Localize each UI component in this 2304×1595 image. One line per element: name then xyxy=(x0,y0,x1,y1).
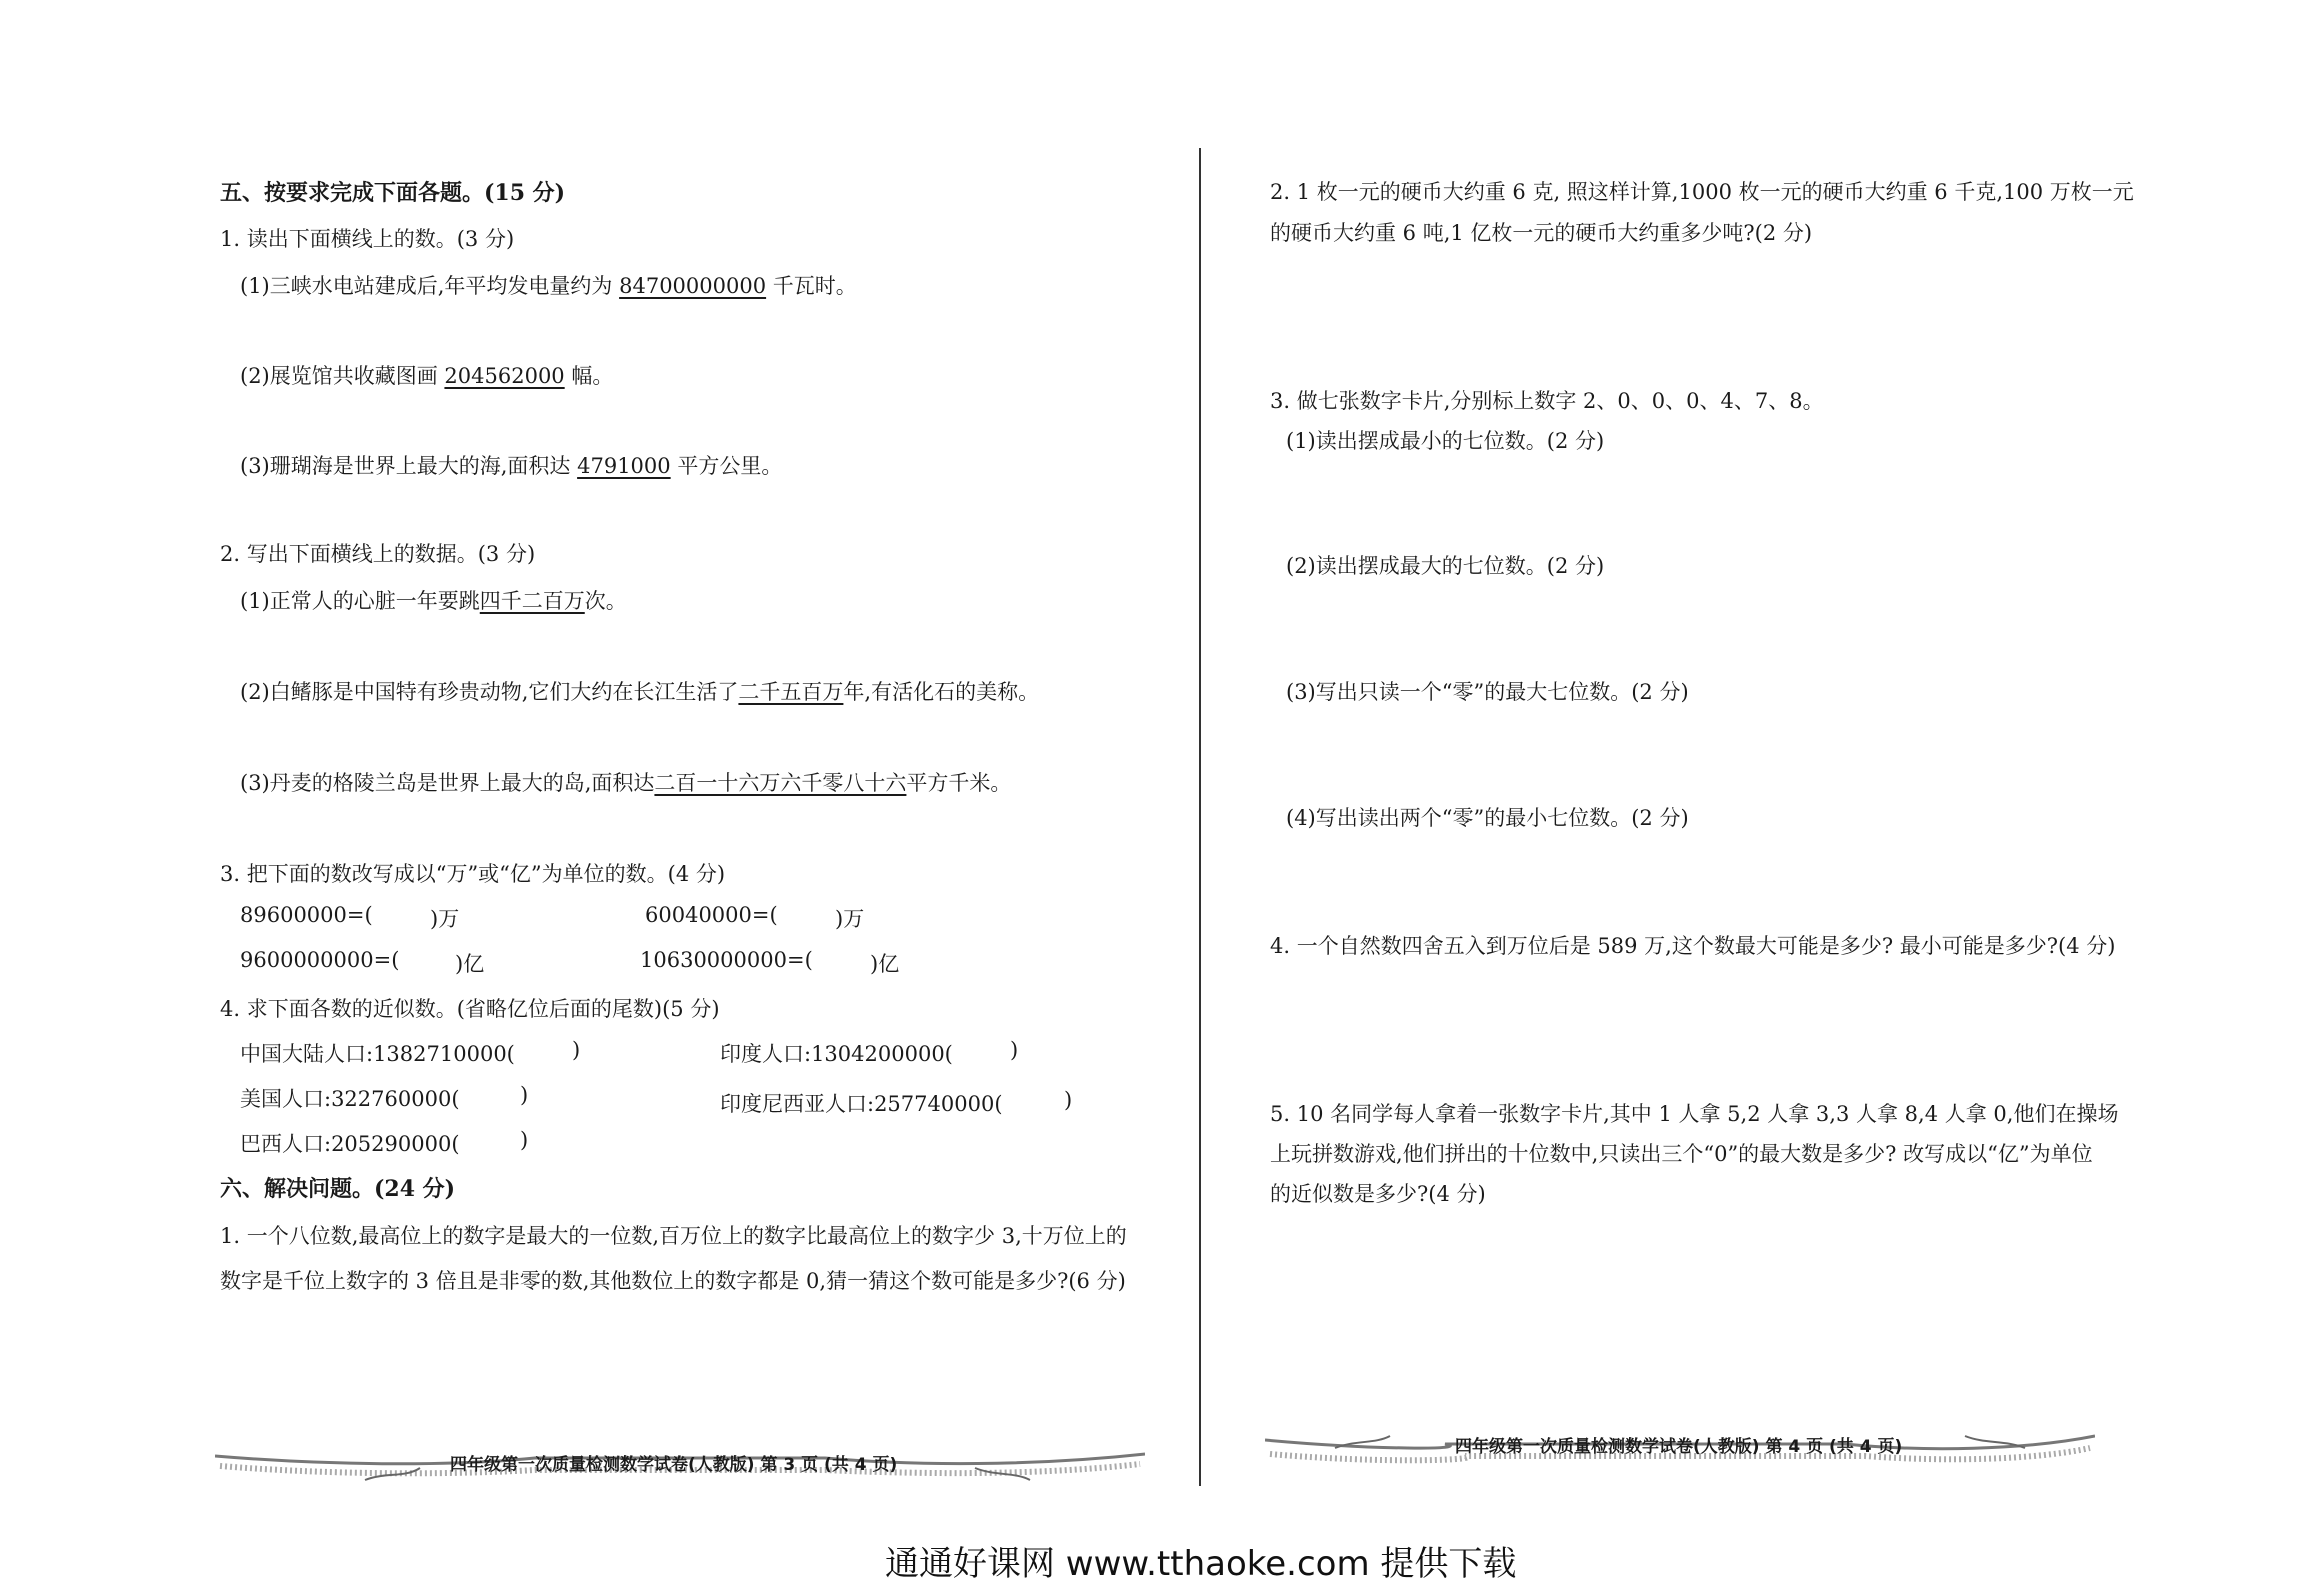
r-q5-line3: 的近似数是多少?(4 分) xyxy=(1270,1182,1486,1206)
r-q2-line2: 的硬币大约重 6 吨,1 亿枚一元的硬币大约重多少吨?(2 分) xyxy=(1270,221,1813,245)
q4-title: 4. 求下面各数的近似数。(省略亿位后面的尾数)(5 分) xyxy=(220,997,720,1021)
r-q4: 4. 一个自然数四舍五入到万位后是 589 万,这个数最大可能是多少? 最小可能是多少?(4 分) xyxy=(1270,934,2116,958)
q3-item-a-unit: )万 xyxy=(430,907,460,931)
q4-india: 印度人口:1304200000( xyxy=(720,1042,953,1066)
q2-title: 2. 写出下面横线上的数据。(3 分) xyxy=(220,542,536,566)
q2-item-1: (1)正常人的心脏一年要跳四千二百万次。 xyxy=(240,589,627,613)
footer-title-right: 四年级第一次质量检测数学试卷(人教版) 第 4 页 (共 4 页) xyxy=(1455,1437,1903,1457)
q4-brazil: 巴西人口:205290000( xyxy=(240,1132,460,1156)
s6-q1-line2: 数字是千位上数字的 3 倍且是非零的数,其他数位上的数字都是 0,猜一猜这个数可能是多少?(6 分) xyxy=(220,1269,1126,1293)
footer-band-left xyxy=(215,1436,1145,1488)
footer-band-right xyxy=(1265,1424,2095,1476)
q3-item-d: 10630000000=( xyxy=(640,948,813,972)
q1-item-1: (1)三峡水电站建成后,年平均发电量约为 84700000000 千瓦时。 xyxy=(240,274,857,298)
s6-q1-line1: 1. 一个八位数,最高位上的数字是最大的一位数,百万位上的数字比最高位上的数字少 3,十万位上的 xyxy=(220,1224,1127,1248)
page-divider xyxy=(1199,148,1201,1486)
q4-china-close: ) xyxy=(572,1038,581,1062)
section6-title: 六、解决问题。(24 分) xyxy=(220,1176,456,1202)
r-q5-line1: 5. 10 名同学每人拿着一张数字卡片,其中 1 人拿 5,2 人拿 3,3 人拿 8,4 人拿 0,他们在操场 xyxy=(1270,1102,2119,1126)
q3-item-d-unit: )亿 xyxy=(870,952,900,976)
q3-item-b: 60040000=( xyxy=(645,903,778,927)
download-credit: 通通好课网 www.tthaoke.com 提供下载 xyxy=(885,1544,1517,1584)
section5-title: 五、按要求完成下面各题。(15 分) xyxy=(220,180,566,206)
q4-usa: 美国人口:322760000( xyxy=(240,1087,460,1111)
q3-title: 3. 把下面的数改写成以“万”或“亿”为单位的数。(4 分) xyxy=(220,862,726,886)
q4-usa-close: ) xyxy=(520,1083,529,1107)
q4-china: 中国大陆人口:1382710000( xyxy=(240,1042,515,1066)
q3-item-b-unit: )万 xyxy=(835,907,865,931)
q4-india-close: ) xyxy=(1010,1038,1019,1062)
q1-title: 1. 读出下面横线上的数。(3 分) xyxy=(220,227,515,251)
q2-item-3: (3)丹麦的格陵兰岛是世界上最大的岛,面积达二百一十六万六千零八十六平方千米。 xyxy=(240,771,1012,795)
r-q3-1: (1)读出摆成最小的七位数。(2 分) xyxy=(1286,429,1605,453)
r-q3-2: (2)读出摆成最大的七位数。(2 分) xyxy=(1286,554,1605,578)
footer-title-left: 四年级第一次质量检测数学试卷(人教版) 第 3 页 (共 4 页) xyxy=(450,1455,898,1475)
q3-item-c: 9600000000=( xyxy=(240,948,400,972)
r-q3-4: (4)写出读出两个“零”的最小七位数。(2 分) xyxy=(1286,806,1689,830)
r-q5-line2: 上玩拼数游戏,他们拼出的十位数中,只读出三个“0”的最大数是多少? 改写成以“亿”为单位 xyxy=(1270,1142,2093,1166)
r-q2-line1: 2. 1 枚一元的硬币大约重 6 克, 照这样计算,1000 枚一元的硬币大约重 6 千克,100 万枚一元 xyxy=(1270,180,2134,204)
q4-indonesia-close: ) xyxy=(1064,1088,1073,1112)
r-q3-3: (3)写出只读一个“零”的最大七位数。(2 分) xyxy=(1286,680,1689,704)
q3-item-c-unit: )亿 xyxy=(455,952,485,976)
r-q3-title: 3. 做七张数字卡片,分别标上数字 2、0、0、0、4、7、8。 xyxy=(1270,389,1824,413)
q1-item-3: (3)珊瑚海是世界上最大的海,面积达 4791000 平方公里。 xyxy=(240,454,783,478)
q4-indonesia: 印度尼西亚人口:257740000( xyxy=(720,1092,1003,1116)
q1-item-2: (2)展览馆共收藏图画 204562000 幅。 xyxy=(240,364,614,388)
q3-item-a: 89600000=( xyxy=(240,903,373,927)
q4-brazil-close: ) xyxy=(520,1128,529,1152)
q2-item-2: (2)白鳍豚是中国特有珍贵动物,它们大约在长江生活了二千五百万年,有活化石的美称。 xyxy=(240,680,1040,704)
